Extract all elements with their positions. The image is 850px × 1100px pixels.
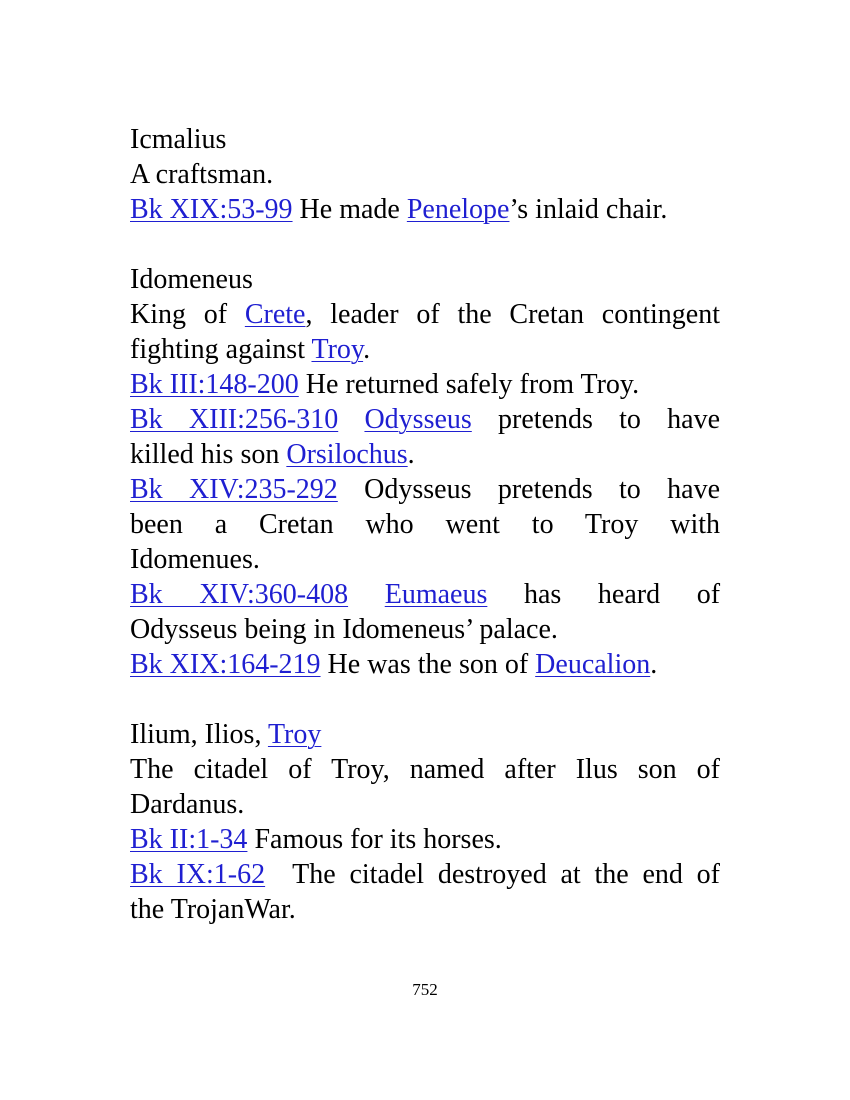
entry-description — [130, 297, 720, 332]
entry-description-continued: Dardanus. — [130, 789, 245, 820]
reference-line-continued: the TrojanWar. — [130, 894, 296, 925]
book-reference-link[interactable]: Bk II:1-34 — [130, 824, 248, 855]
reference-line — [130, 647, 720, 682]
entry-spacer — [130, 227, 720, 262]
reference-text: . — [650, 649, 658, 680]
reference-line — [130, 367, 720, 402]
document-body — [130, 122, 720, 927]
cross-reference-link-deucalion[interactable]: Deucalion — [535, 649, 651, 680]
reference-line — [130, 192, 720, 227]
book-reference-link[interactable]: Bk XIV:235-292 — [130, 474, 338, 505]
cross-reference-link-odysseus[interactable]: Odysseus — [364, 404, 472, 435]
entry-description: A craftsman. — [130, 159, 274, 190]
description-text: . — [363, 334, 371, 365]
reference-line-continued: been a Cretan who went to Troy with — [130, 509, 720, 540]
reference-text: killed his son — [130, 439, 287, 470]
entry-description: The citadel of Troy, named after Ilus son of — [130, 754, 720, 785]
reference-line — [130, 822, 720, 857]
reference-text: Odysseus pretends to have — [364, 474, 721, 505]
entry-description-continued — [130, 332, 720, 367]
reference-text: . — [407, 439, 415, 470]
reference-text: Famous for its horses. — [254, 824, 502, 855]
cross-reference-link-troy[interactable]: Troy — [311, 334, 364, 365]
book-reference-link[interactable]: Bk XIII:256-310 — [130, 404, 339, 435]
reference-text: ’s inlaid chair. — [509, 194, 668, 225]
reference-text: The citadel destroyed at the end of — [292, 859, 720, 890]
book-reference-link[interactable]: Bk IX:1-62 — [130, 859, 266, 890]
reference-text: has heard of — [523, 579, 721, 610]
reference-text: He made — [299, 194, 407, 225]
reference-line — [130, 472, 720, 507]
book-reference-link[interactable]: Bk XIV:360-408 — [130, 579, 349, 610]
reference-line — [130, 577, 720, 612]
cross-reference-link-crete[interactable]: Crete — [244, 299, 306, 330]
entry-spacer — [130, 682, 720, 717]
heading-text: Ilium, Ilios, — [130, 719, 268, 750]
page-number: 752 — [412, 980, 438, 999]
cross-reference-link-troy[interactable]: Troy — [267, 719, 322, 750]
reference-line — [130, 857, 720, 892]
reference-line-continued: Idomenues. — [130, 544, 260, 575]
description-text: , leader of the Cretan contingent — [305, 299, 721, 330]
reference-text: He returned safely from Troy. — [305, 369, 640, 400]
reference-line-continued — [130, 437, 720, 472]
description-text: fighting against — [130, 334, 312, 365]
reference-text: He was the son of — [327, 649, 536, 680]
reference-line — [130, 402, 720, 437]
entry-heading-icmalius: Icmalius — [130, 124, 227, 155]
entry-heading-idomeneus: Idomeneus — [130, 264, 253, 295]
cross-reference-link-eumaeus[interactable]: Eumaeus — [384, 579, 488, 610]
description-text: King of — [130, 299, 245, 330]
reference-text: pretends to have — [498, 404, 720, 435]
book-reference-link[interactable]: Bk XIX:164-219 — [130, 649, 321, 680]
entry-heading-ilium — [130, 717, 720, 752]
cross-reference-link-penelope[interactable]: Penelope — [406, 194, 510, 225]
reference-line-continued: Odysseus being in Idomeneus’ palace. — [130, 614, 558, 645]
cross-reference-link-orsilochus[interactable]: Orsilochus — [286, 439, 408, 470]
book-reference-link[interactable]: Bk XIX:53-99 — [130, 194, 293, 225]
book-reference-link[interactable]: Bk III:148-200 — [130, 369, 299, 400]
